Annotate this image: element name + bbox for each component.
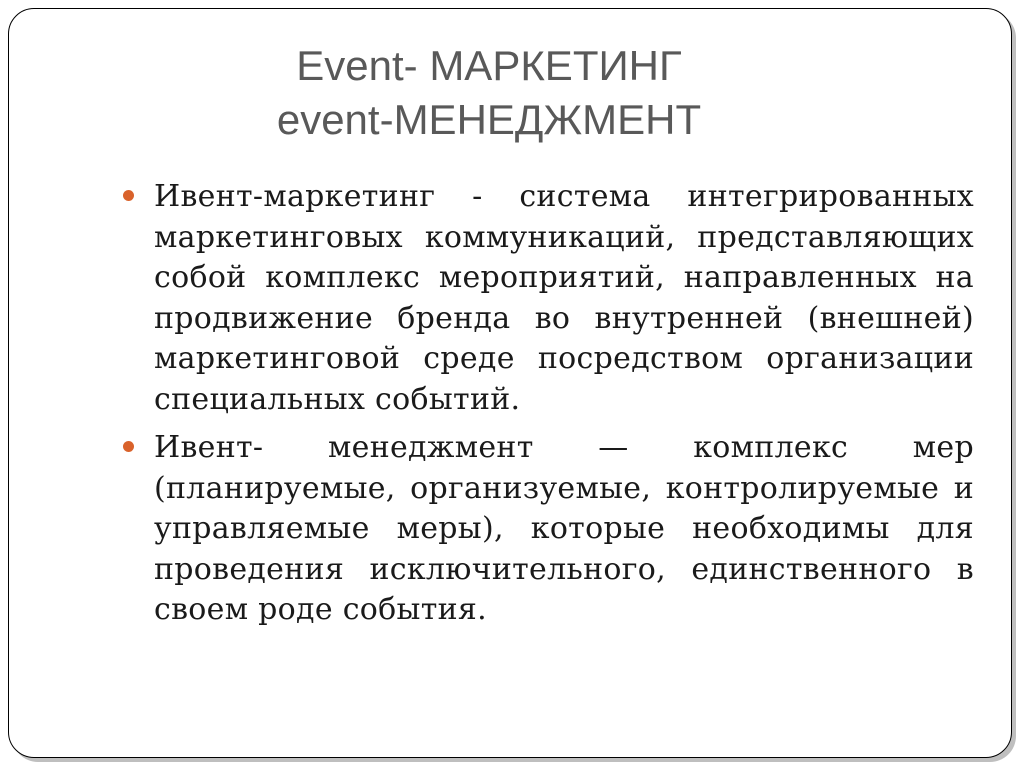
- slide-frame: [8, 8, 1012, 758]
- bullet-text-event-management: Ивент- менеджмент — комплекс мер (планируемые, организуемые, контролируемые и управляемые меры), которые необходимы для проведения исключительного, единственного в своем роде события.: [154, 430, 974, 627]
- bullet-item-event-management: [154, 428, 974, 631]
- bullet-text-event-marketing: Ивент-маркетинг - система интегрированных маркетинговых коммуникаций, представляющих собой комплекс мероприятий, направленных на продвижение бренда во внутренней (внешней) маркетинговой среде посредством организации специальных событий.: [154, 179, 974, 417]
- bullet-item-event-marketing: [154, 177, 974, 420]
- slide-title-line-1: Event- МАРКЕТИНГ: [296, 42, 682, 89]
- bullet-dot-icon: [123, 190, 134, 201]
- bullet-dot-icon: [123, 441, 134, 452]
- slide-title: [159, 39, 819, 147]
- bullet-list: [154, 177, 974, 639]
- slide-title-line-2: event-МЕНЕДЖМЕНТ: [276, 96, 702, 143]
